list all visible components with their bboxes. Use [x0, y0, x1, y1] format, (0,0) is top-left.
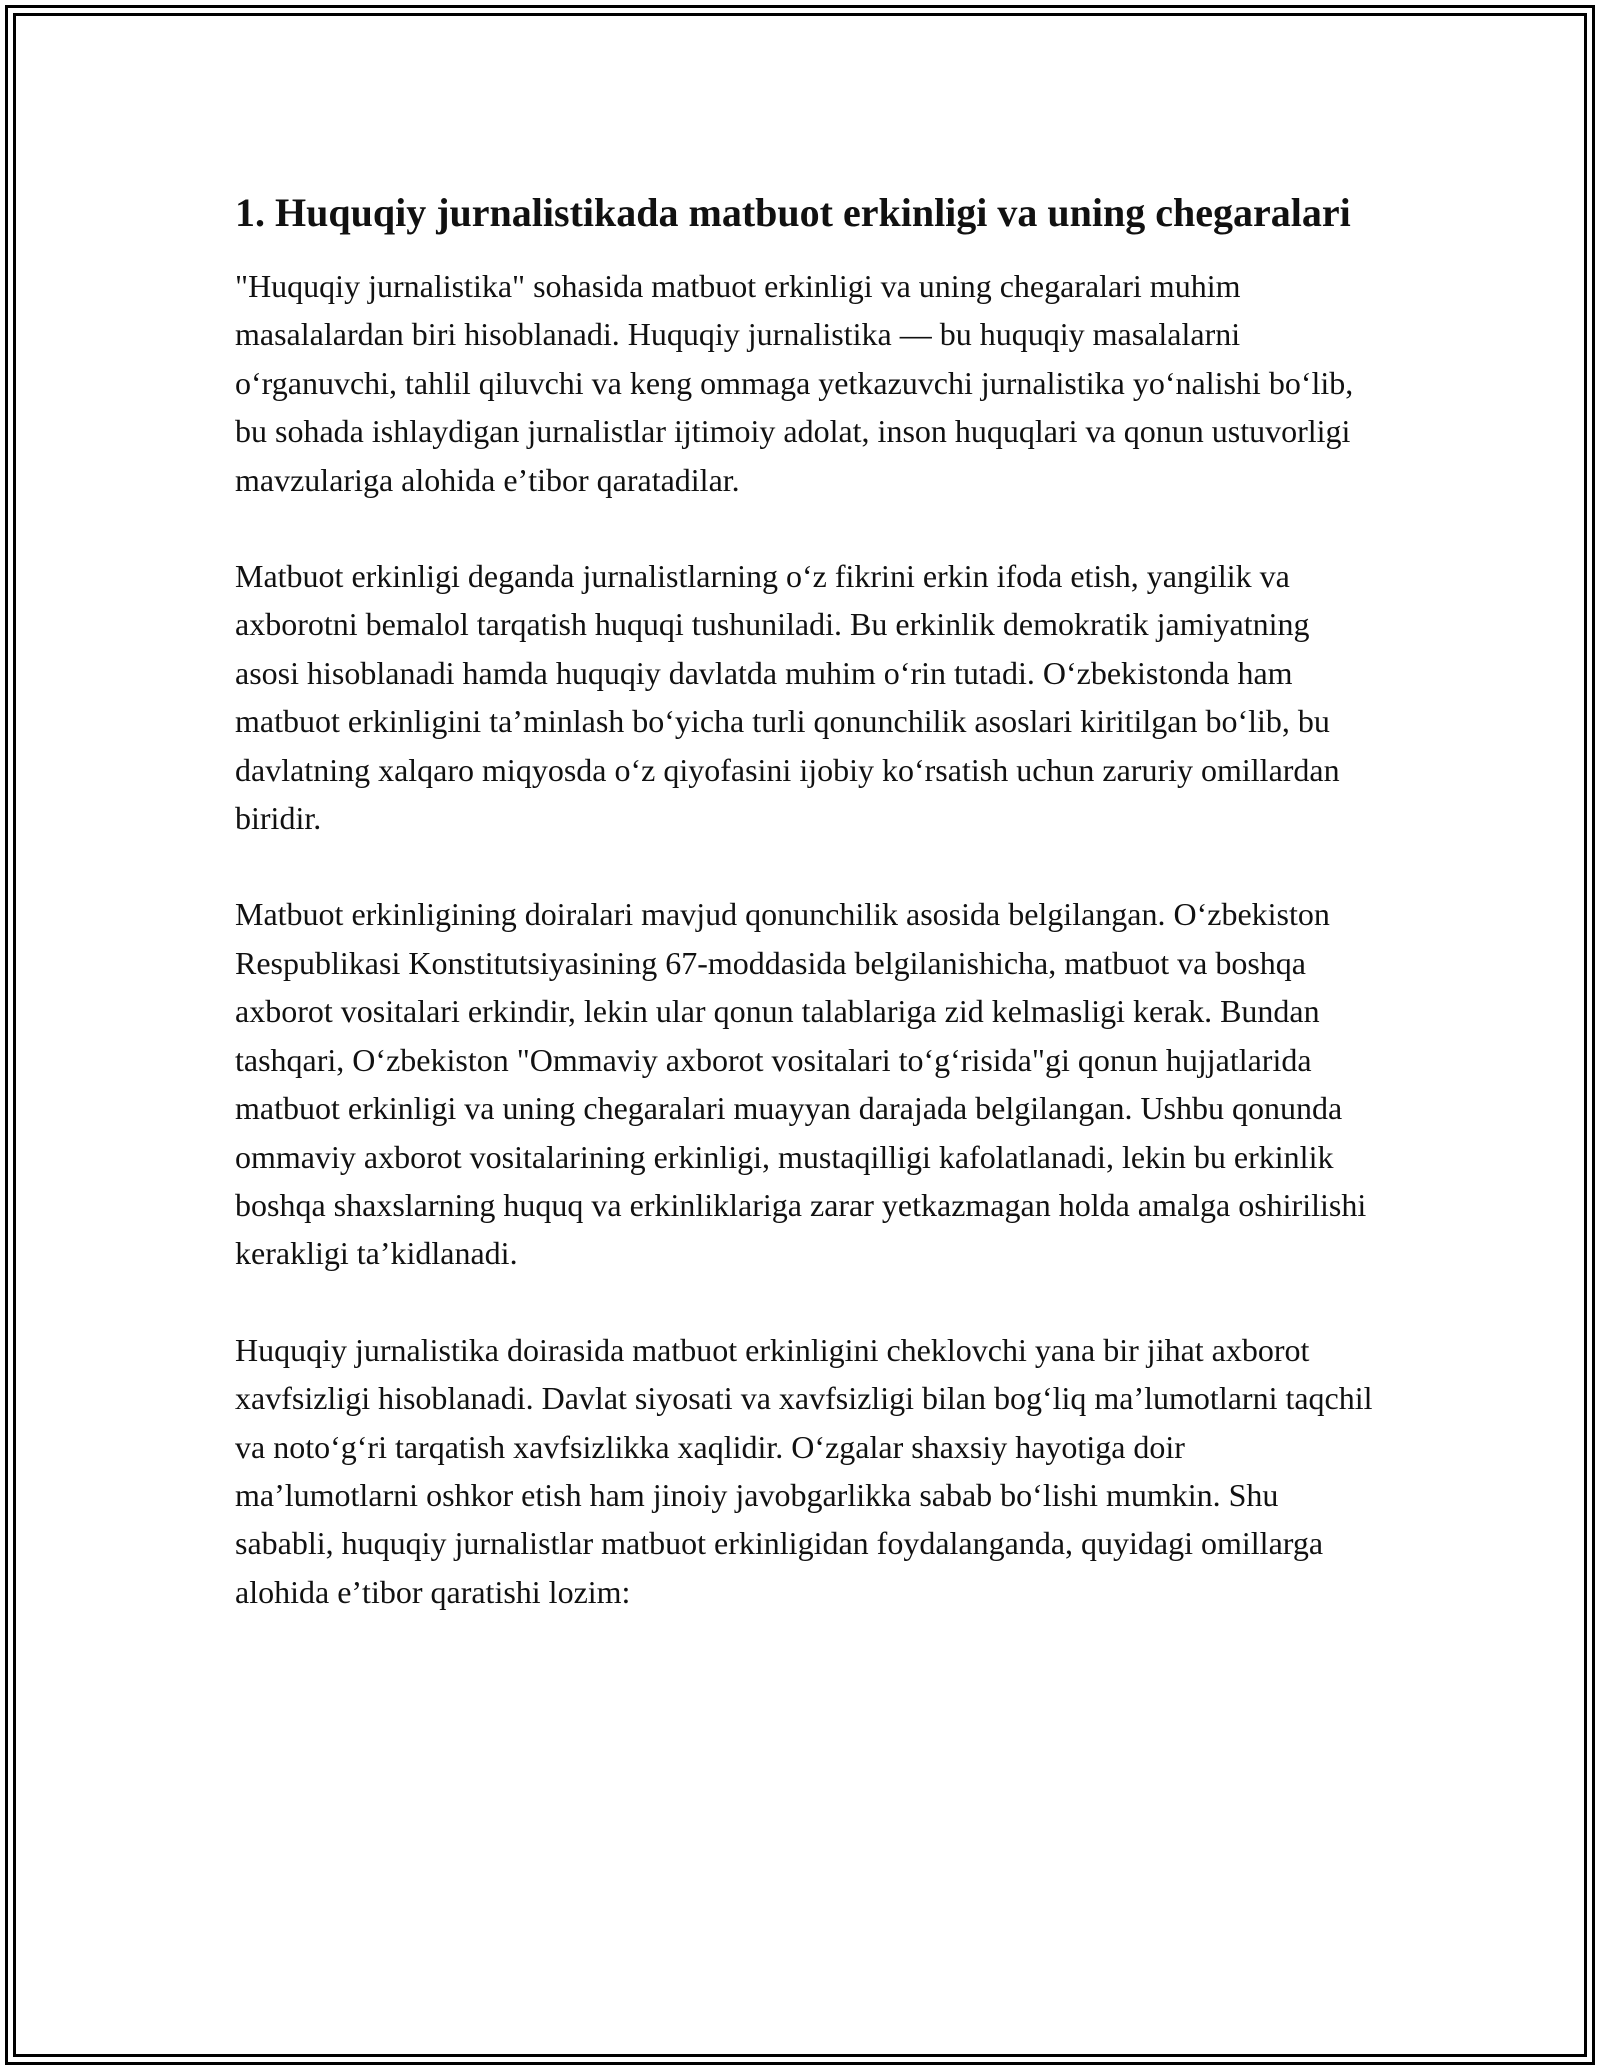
section-heading: 1. Huquqiy jurnalistikada matbuot erkinligi va uning chegaralari: [235, 190, 1351, 235]
paragraph-1: "Huquqiy jurnalistika" sohasida matbuot erkinligi va uning chegaralari muhim masalalardan biri hisoblanadi. Huquqiy jurnalistika — bu huquqiy masalalarni oʻrganuvchi, tahlil qiluvchi va keng ommaga yetkazuvchi jurnalistika yoʻnalishi boʻlib, bu sohada ishlaydigan jurnalistlar ijtimoiy adolat, inson huquqlari va qonun ustuvorligi mavzulariga alohida eʼtibor qaratadilar.: [235, 268, 1354, 498]
paragraph-3: Matbuot erkinligining doiralari mavjud qonunchilik asosida belgilangan. Oʻzbekiston Respublikasi Konstitutsiyasining 67-moddasida belgilanishicha, matbuot va boshqa axborot vositalari erkindir, lekin ular qonun talablariga zid kelmasligi kerak. Bundan tashqari, Oʻzbekiston "Ommaviy axborot vositalari toʻgʻrisida"gi qonun hujjatlarida matbuot erkinligi va uning chegaralari muayyan darajada belgilangan. Ushbu qonunda ommaviy axborot vositalarining erkinligi, mustaqilligi kafolatlanadi, lekin bu erkinlik boshqa shaxslarning huquq va erkinliklariga zarar yetkazmagan holda amalga oshirilishi kerakligi taʼkidlanadi.: [235, 896, 1367, 1272]
document-body: [235, 186, 1375, 1616]
paragraph-2: Matbuot erkinligi deganda jurnalistlarning oʻz fikrini erkin ifoda etish, yangilik va axborotni bemalol tarqatish huquqi tushuniladi. Bu erkinlik demokratik jamiyatning asosi hisoblanadi hamda huquqiy davlatda muhim oʻrin tutadi. Oʻzbekistonda ham matbuot erkinligini taʼminlash boʻyicha turli qonunchilik asoslari kiritilgan boʻlib, bu davlatning xalqaro miqyosda oʻz qiyofasini ijobiy koʻrsatish uchun zaruriy omillardan biridir.: [235, 558, 1340, 837]
paragraph-4: Huquqiy jurnalistika doirasida matbuot erkinligini cheklovchi yana bir jihat axborot xavfsizligi hisoblanadi. Davlat siyosati va xavfsizligi bilan bogʻliq maʼlumotlarni taqchil va notoʻgʻri tarqatish xavfsizlikka xaqlidir. Oʻzgalar shaxsiy hayotiga doir maʼlumotlarni oshkor etish ham jinoiy javobgarlikka sabab boʻlishi mumkin. Shu sababli, huquqiy jurnalistlar matbuot erkinligidan foydalanganda, quyidagi omillarga alohida eʼtibor qaratishi lozim:: [235, 1331, 1373, 1610]
